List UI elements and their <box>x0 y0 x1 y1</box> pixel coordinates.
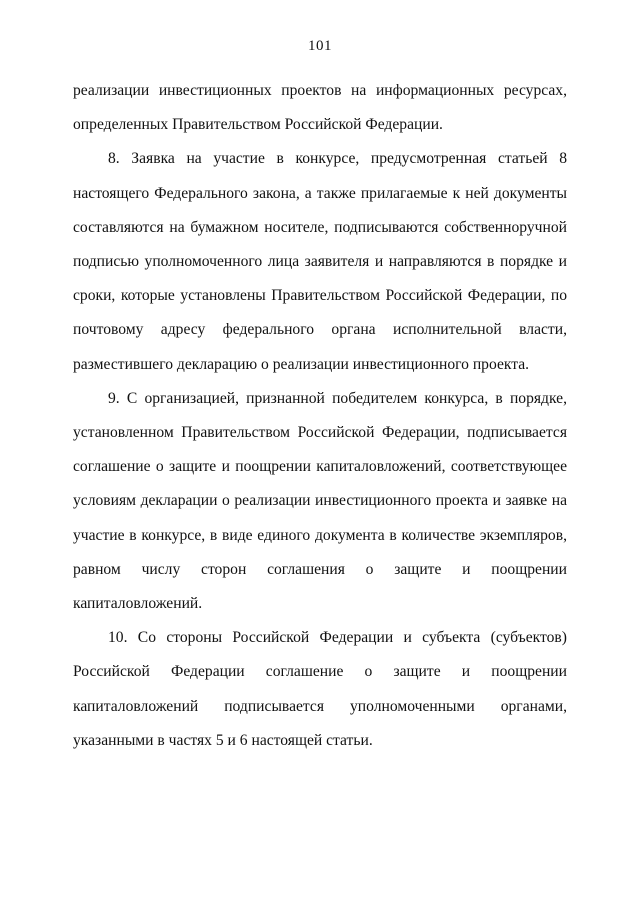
page-number: 101 <box>308 38 332 54</box>
paragraph-continuation: реализации инвестиционных проектов на информационных ресурсах, определенных Правительством Российской Федерации. <box>73 82 567 134</box>
paragraph-10: 10. Со стороны Российской Федерации и субъекта (субъектов) Российской Федерации соглашение о защите и поощрении капиталовложений подписывается уполномоченными органами, указанными в частях 5 и 6 настоящей статьи. <box>73 629 567 749</box>
paragraph-8: 8. Заявка на участие в конкурсе, предусмотренная статьей 8 настоящего Федерального закона, а также прилагаемые к ней документы составляются на бумажном носителе, подписываются собственноручной подписью уполномоченного лица заявителя и направляются в порядке и сроки, которые установлены Правительством Российской Федерации, по почтовому адресу федерального органа исполнительной власти, разместившего декларацию о реализации инвестиционного проекта. <box>73 150 567 373</box>
document-body <box>73 74 567 758</box>
paragraph-9: 9. С организацией, признанной победителем конкурса, в порядке, установленном Правительством Российской Федерации, подписывается соглашение о защите и поощрении капиталовложений, соответствующее условиям декларации о реализации инвестиционного проекта и заявке на участие в конкурсе, в виде единого документа в количестве экземпляров, равном числу сторон соглашения о защите и поощрении капиталовложений. <box>73 389 567 613</box>
